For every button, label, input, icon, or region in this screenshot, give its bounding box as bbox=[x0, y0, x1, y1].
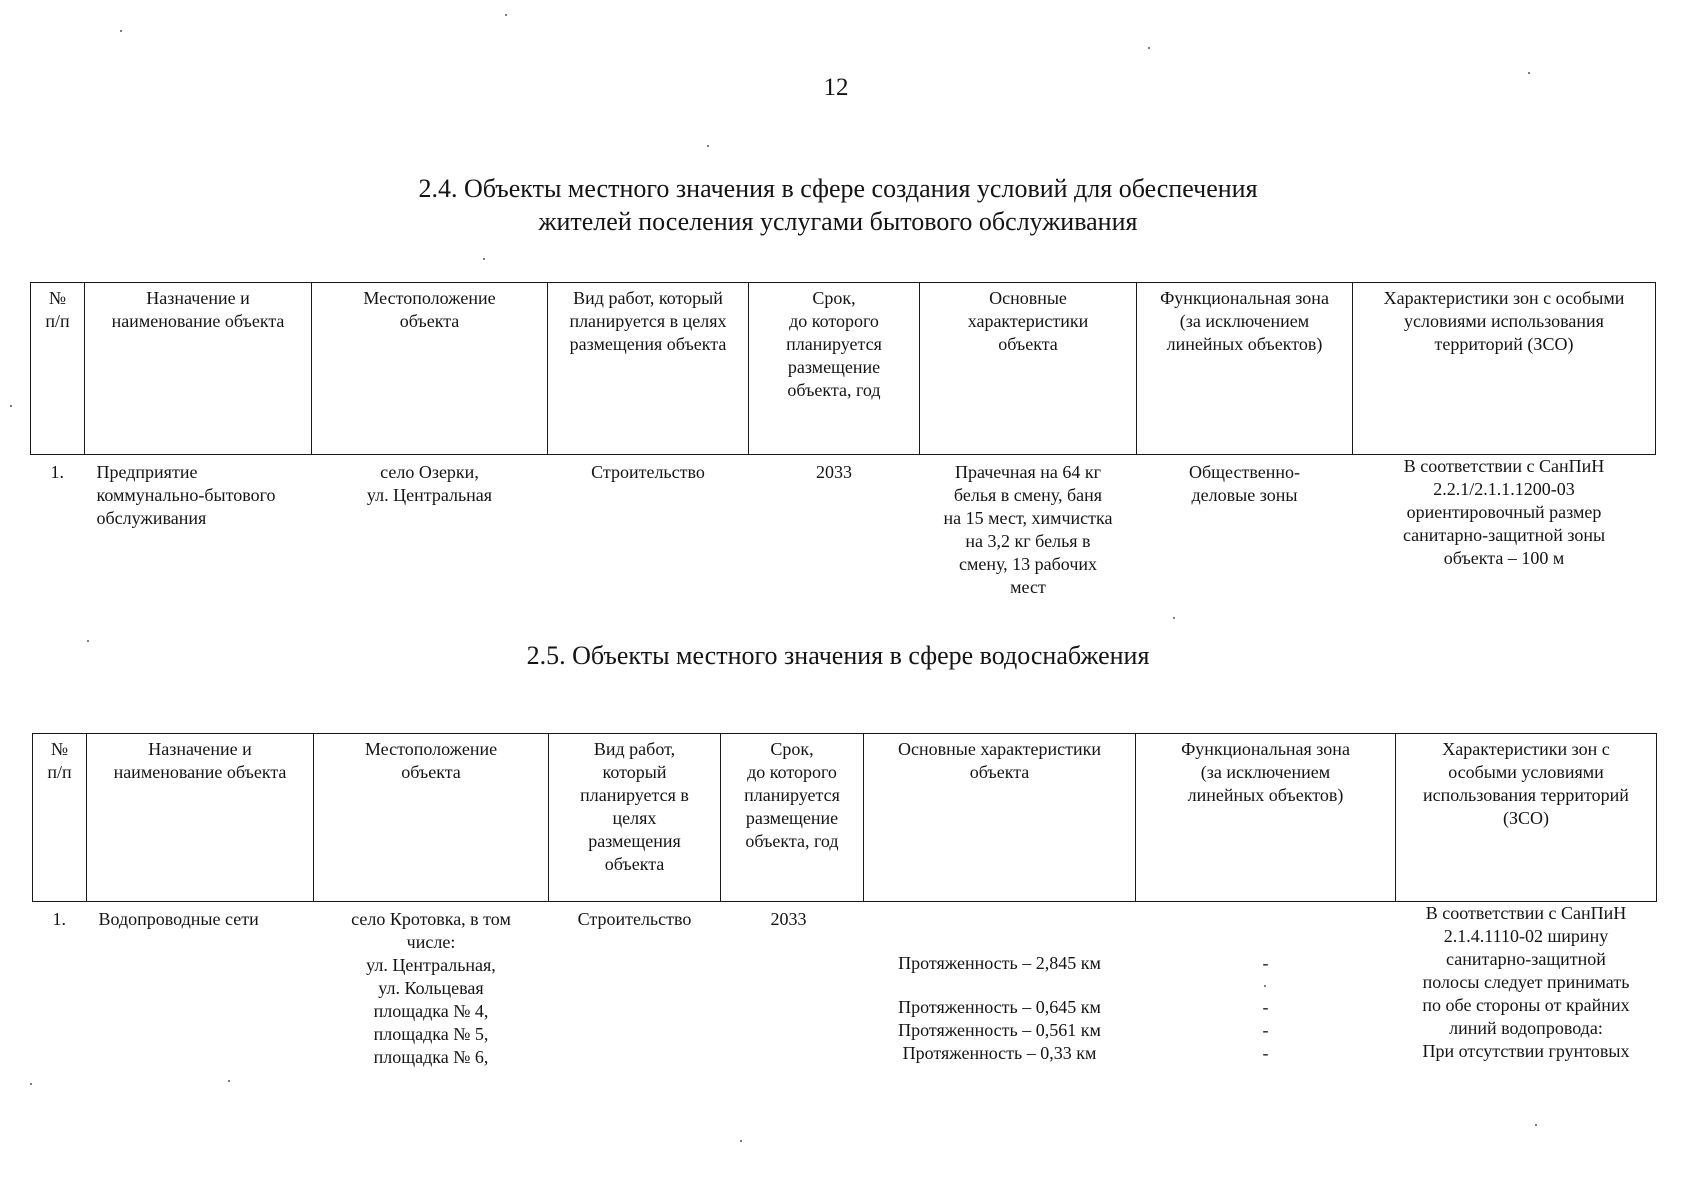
header-name: Назначение и наименование объекта bbox=[85, 283, 312, 455]
header-characteristics: Основные характеристики объекта bbox=[864, 734, 1136, 902]
cell-characteristics bbox=[864, 902, 1136, 1070]
header-characteristics: Основные характеристики объекта bbox=[920, 283, 1137, 455]
page-number: 12 bbox=[823, 74, 849, 101]
cell-deadline: 2033 bbox=[816, 462, 852, 482]
cell-num: 1. bbox=[52, 909, 66, 929]
header-num: № п/п bbox=[31, 283, 85, 455]
cell-characteristics: Прачечная на 64 кг белья в смену, баня на 15 мест, химчистка на 3,2 кг белья в смену, 13 рабочих мест bbox=[943, 462, 1113, 597]
table-2-5 bbox=[32, 733, 1657, 1069]
table-2-4-header-row bbox=[31, 283, 1656, 455]
scan-speck bbox=[1535, 1124, 1537, 1126]
scan-speck bbox=[120, 30, 122, 32]
scan-speck bbox=[1528, 72, 1530, 74]
scan-speck bbox=[30, 1083, 32, 1085]
scan-speck bbox=[505, 14, 507, 16]
scan-speck bbox=[1264, 985, 1266, 987]
cell-work-type: Строительство bbox=[577, 909, 692, 929]
cell-zso: В соответствии с СанПиН 2.1.4.1110-02 ширину санитарно-защитной полосы следует принимать по обе стороны от крайних линий водопровода: При отсутствии грунтовых bbox=[1422, 903, 1630, 1061]
cell-work-type: Строительство bbox=[591, 462, 705, 482]
section-2-4-title-line1: 2.4. Объекты местного значения в сфере создания условий для обеспечения bbox=[418, 174, 1258, 203]
cell-functional-zone: Общественно- деловые зоны bbox=[1189, 462, 1300, 505]
header-deadline: Срок, до которого планируется размещение объекта, год bbox=[721, 734, 864, 902]
header-name: Назначение и наименование объекта bbox=[87, 734, 314, 902]
header-location: Местоположение объекта bbox=[312, 283, 548, 455]
location-block-2: площадка № 4, площадка № 5, площадка № 6, bbox=[373, 1001, 489, 1067]
header-work-type: Вид работ, который планируется в целях размещения объекта bbox=[549, 734, 721, 902]
cell-location bbox=[314, 902, 549, 1070]
zone-2: - bbox=[1262, 997, 1269, 1017]
table-2-5-header-row bbox=[33, 734, 1657, 902]
scan-speck bbox=[228, 1080, 230, 1082]
cell-name: Водопроводные сети bbox=[98, 909, 259, 929]
section-2-5-title: 2.5. Объекты местного значения в сфере водоснабжения bbox=[526, 641, 1150, 670]
header-zso: Характеристики зон с особыми условиями использования территорий (ЗСО) bbox=[1396, 734, 1657, 902]
scan-speck bbox=[483, 258, 485, 260]
scan-speck bbox=[740, 1140, 742, 1142]
scan-speck bbox=[1148, 47, 1150, 49]
cell-location: село Озерки, ул. Центральная bbox=[366, 462, 493, 505]
zone-3: - bbox=[1262, 1020, 1269, 1040]
scan-speck bbox=[1173, 617, 1175, 619]
section-2-4-title bbox=[300, 172, 1376, 238]
header-deadline: Срок, до которого планируется размещение объекта, год bbox=[749, 283, 920, 455]
header-work-type: Вид работ, который планируется в целях размещения объекта bbox=[548, 283, 749, 455]
cell-num: 1. bbox=[50, 462, 64, 482]
scan-speck bbox=[10, 405, 12, 407]
header-functional-zone: Функциональная зона (за исключением линейных объектов) bbox=[1136, 734, 1396, 902]
header-location: Местоположение объекта bbox=[314, 734, 549, 902]
cell-zso: В соответствии с СанПиН 2.2.1/2.1.1.1200-03 ориентировочный размер санитарно-защитной зоны объекта – 100 м bbox=[1402, 456, 1606, 568]
cell-name: Предприятие коммунально-бытового обслуживания bbox=[96, 462, 276, 528]
spacer bbox=[868, 975, 1132, 996]
header-num: № п/п bbox=[33, 734, 87, 902]
length-1: Протяженность – 2,845 км bbox=[898, 953, 1101, 973]
zone-1: - bbox=[1262, 953, 1269, 973]
scan-speck bbox=[87, 640, 89, 642]
table-2-4 bbox=[30, 282, 1656, 599]
length-3: Протяженность – 0,561 км bbox=[898, 1020, 1101, 1040]
table-row bbox=[33, 902, 1657, 1070]
header-functional-zone: Функциональная зона (за исключением линейных объектов) bbox=[1137, 283, 1353, 455]
section-2-4-title-line2: жителей поселения услугами бытового обслуживания bbox=[538, 207, 1138, 236]
table-row bbox=[31, 455, 1656, 600]
location-block-1: село Кротовка, в том числе: ул. Центральная, ул. Кольцевая bbox=[351, 909, 511, 998]
cell-deadline: 2033 bbox=[770, 909, 807, 929]
header-zso: Характеристики зон с особыми условиями использования территорий (ЗСО) bbox=[1353, 283, 1656, 455]
scan-speck bbox=[707, 145, 709, 147]
length-2: Протяженность – 0,645 км bbox=[898, 997, 1101, 1017]
zone-4: - bbox=[1262, 1043, 1269, 1063]
length-4: Протяженность – 0,33 км bbox=[902, 1043, 1097, 1063]
